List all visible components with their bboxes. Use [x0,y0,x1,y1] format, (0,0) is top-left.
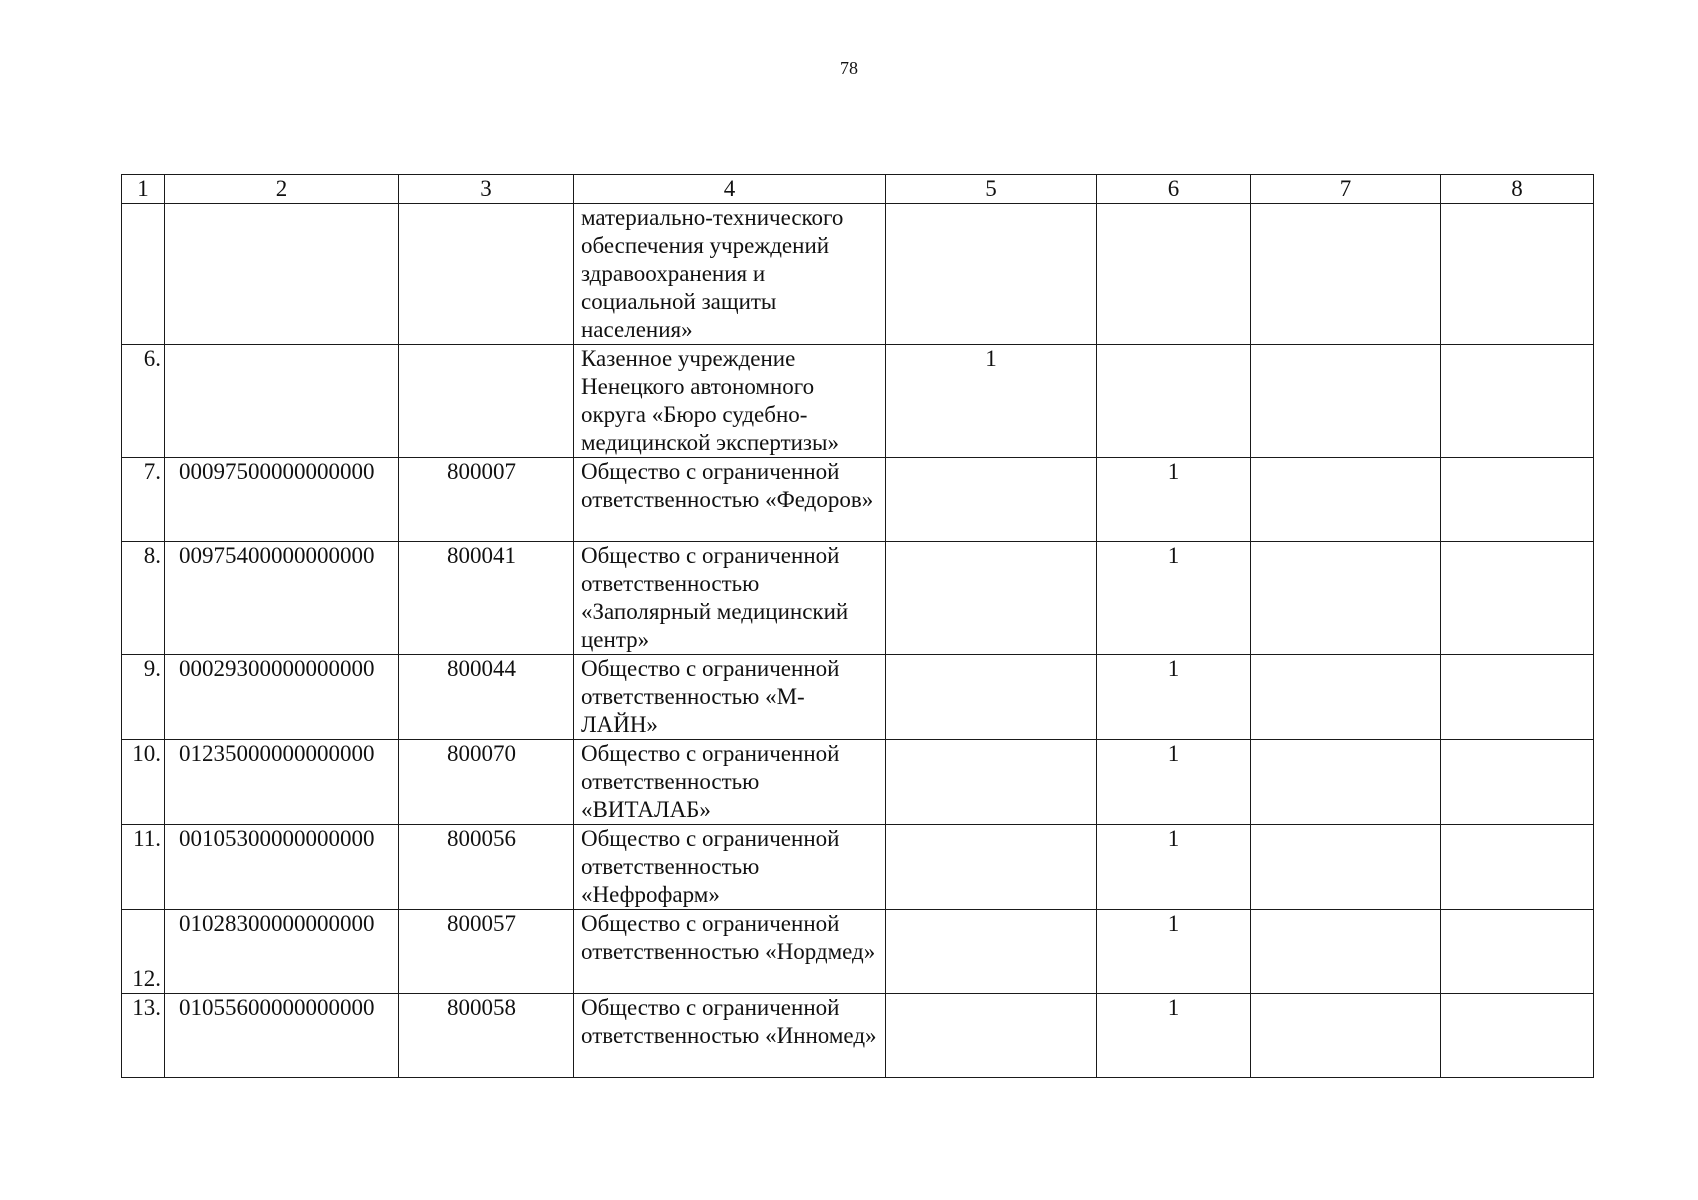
organization-code: 01028300000000000 [165,910,399,994]
column-5-value [886,910,1097,994]
registry-number: 800056 [399,825,574,910]
column-7-value [1251,994,1441,1078]
column-6-value: 1 [1097,655,1251,740]
column-6-value: 1 [1097,458,1251,542]
row-number: 12. [122,910,165,994]
table-row [122,740,1594,825]
organization-code: 01235000000000000 [165,740,399,825]
column-7-value [1251,910,1441,994]
registry-number: 800070 [399,740,574,825]
column-5-value [886,542,1097,655]
column-6-value: 1 [1097,542,1251,655]
column-8-value [1441,655,1594,740]
header-cell-8: 8 [1441,175,1594,204]
column-6-value [1097,345,1251,458]
registry-table [121,174,1594,1078]
registry-number: 800007 [399,458,574,542]
column-5-value [886,740,1097,825]
header-cell-5: 5 [886,175,1097,204]
row-number: 6. [122,345,165,458]
organization-name: Общество с ограниченной ответственностью «ВИТАЛАБ» [574,740,886,825]
table-row [122,542,1594,655]
column-8-value [1441,345,1594,458]
column-8-value [1441,740,1594,825]
table-row [122,204,1594,345]
organization-code [165,204,399,345]
row-number: 11. [122,825,165,910]
row-number: 10. [122,740,165,825]
header-cell-6: 6 [1097,175,1251,204]
table-row [122,345,1594,458]
table-row [122,910,1594,994]
registry-number: 800044 [399,655,574,740]
column-7-value [1251,740,1441,825]
table-row [122,458,1594,542]
column-7-value [1251,542,1441,655]
column-6-value: 1 [1097,994,1251,1078]
registry-number [399,204,574,345]
column-6-value [1097,204,1251,345]
column-5-value [886,458,1097,542]
column-7-value [1251,345,1441,458]
organization-code: 00975400000000000 [165,542,399,655]
column-5-value [886,994,1097,1078]
column-5-value [886,655,1097,740]
table-row [122,825,1594,910]
registry-number: 800057 [399,910,574,994]
organization-name: Казенное учреждение Ненецкого автономного округа «Бюро судебно-медицинской экспертизы» [574,345,886,458]
column-8-value [1441,458,1594,542]
column-6-value: 1 [1097,825,1251,910]
row-number: 8. [122,542,165,655]
table-row [122,994,1594,1078]
registry-number: 800058 [399,994,574,1078]
row-number: 9. [122,655,165,740]
row-number: 7. [122,458,165,542]
column-7-value [1251,655,1441,740]
registry-number [399,345,574,458]
column-7-value [1251,458,1441,542]
table-row [122,655,1594,740]
header-cell-3: 3 [399,175,574,204]
organization-name: материально-технического обеспечения учреждений здравоохранения и социальной защиты населения» [574,204,886,345]
row-number [122,204,165,345]
header-cell-7: 7 [1251,175,1441,204]
row-number: 13. [122,994,165,1078]
organization-name: Общество с ограниченной ответственностью «Заполярный медицинский центр» [574,542,886,655]
column-5-value [886,825,1097,910]
column-8-value [1441,825,1594,910]
column-5-value [886,204,1097,345]
header-cell-1: 1 [122,175,165,204]
organization-code: 00029300000000000 [165,655,399,740]
organization-code [165,345,399,458]
column-8-value [1441,204,1594,345]
organization-code: 00105300000000000 [165,825,399,910]
organization-name: Общество с ограниченной ответственностью «Федоров» [574,458,886,542]
page-number: 78 [840,58,858,78]
organization-name: Общество с ограниченной ответственностью «М-ЛАЙН» [574,655,886,740]
column-7-value [1251,825,1441,910]
column-7-value [1251,204,1441,345]
organization-code: 01055600000000000 [165,994,399,1078]
column-6-value: 1 [1097,910,1251,994]
column-8-value [1441,994,1594,1078]
column-6-value: 1 [1097,740,1251,825]
organization-name: Общество с ограниченной ответственностью «Инномед» [574,994,886,1078]
column-8-value [1441,542,1594,655]
column-5-value: 1 [886,345,1097,458]
organization-name: Общество с ограниченной ответственностью «Нордмед» [574,910,886,994]
header-cell-2: 2 [165,175,399,204]
header-cell-4: 4 [574,175,886,204]
column-8-value [1441,910,1594,994]
organization-name: Общество с ограниченной ответственностью «Нефрофарм» [574,825,886,910]
table-header-row [122,175,1594,204]
registry-number: 800041 [399,542,574,655]
organization-code: 00097500000000000 [165,458,399,542]
